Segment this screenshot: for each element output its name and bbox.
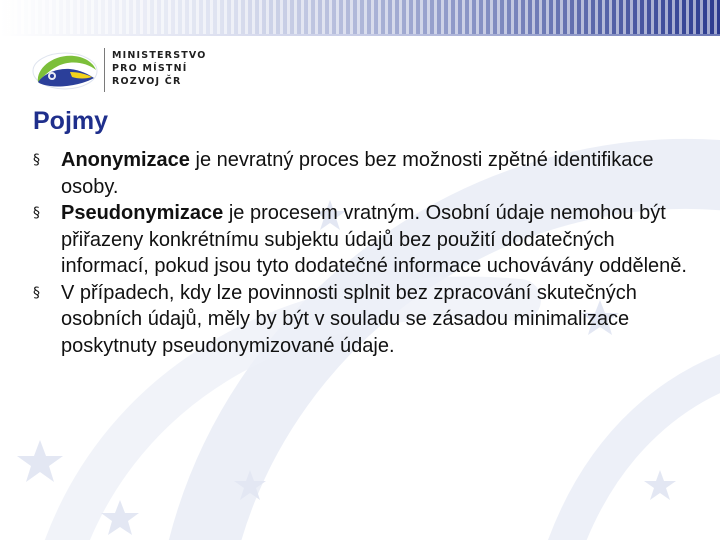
ministry-logo — [30, 44, 210, 98]
bullet-item — [33, 147, 693, 200]
slide-title: Pojmy — [33, 107, 109, 135]
bullet-marker-icon: § — [33, 152, 40, 168]
bullet-text: V případech, kdy lze povinnosti splnit bez zpracování skutečných osobních údajů, měly by být v souladu se zásadou minimalizace poskytnuty pseudonymizované údaje. — [61, 281, 637, 357]
bullet-term: Pseudonymizace — [61, 202, 224, 224]
logo-text — [112, 49, 207, 88]
bullet-item — [33, 200, 693, 280]
ministry-emblem-icon — [30, 48, 100, 92]
logo-divider — [104, 48, 105, 92]
bullet-item — [33, 280, 693, 360]
bullet-list — [33, 147, 693, 359]
bullet-marker-icon: § — [33, 284, 40, 301]
logo-line: PRO MÍSTNÍ — [112, 63, 188, 74]
logo-line: ROZVOJ ČR — [112, 76, 182, 87]
logo-line: MINISTERSTVO — [112, 50, 207, 61]
bullet-term: Anonymizace — [61, 149, 190, 171]
bullet-text: je procesem vratným. Osobní údaje nemohou být přiřazeny konkrétnímu subjektu údajů bez použití dodatečných informací, pokud jsou tyto dodatečné informace uchovávány odděleně. — [61, 202, 687, 277]
bullet-text: je nevratný proces bez možnosti zpětné identifikace osoby. — [61, 149, 654, 198]
bullet-marker-icon: § — [33, 205, 40, 221]
